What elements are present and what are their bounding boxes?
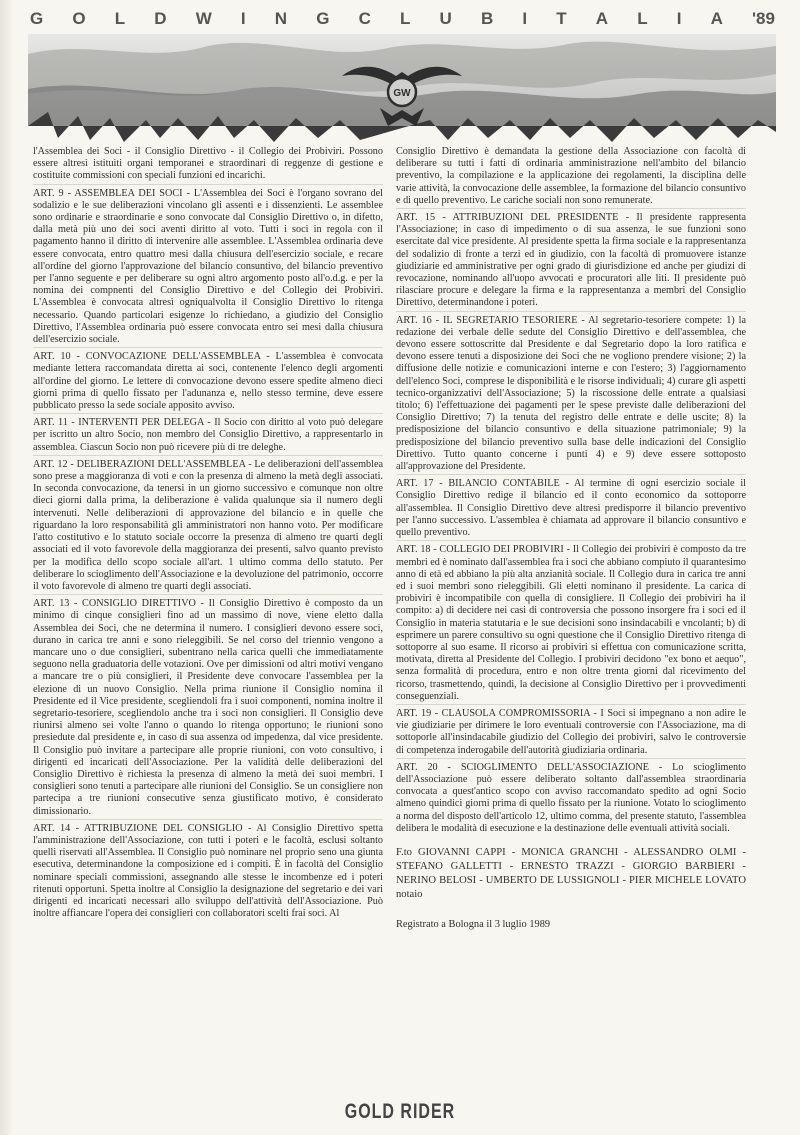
header-letter: C [358, 9, 371, 28]
article-11: ART. 11 - INTERVENTI PER DELEGA - Il Socio con diritto al voto può delegare per iscritto un altro Socio, non membro del Consiglio Direttivo, a rappresentarlo in assemblea. Ciascun Socio non può ricevere più di tre deleghe. [33, 417, 383, 456]
header-year: '89 [752, 9, 775, 28]
article-12: ART. 12 - DELIBERAZIONI DELL'ASSEMBLEA - Le deliberazioni dell'assemblea sono prese a maggioranza di voti e con la presenza di almeno la metà degli associati. In seconda convocazione, da tenersi in un giorno successivo e comunque non oltre dieci giorni dalla prima, la deliberazione è valida qualunque sia il numero degli intervenuti. Nelle deliberazioni di approvazione del bilancio e in quelle che riguardano la loro responsabilità gli amministratori non hanno voto. Per modificare l'atto costitutivo e lo statuto sociale occorre la presenza di almeno tre quarti degli associati ed il voto favorevole della maggioranza dei presenti, salvo quanto previsto per la modifica dello scopo sociale all'art. 1 ultimo comma dello statuto. Per deliberare lo scioglimento dell'Associazione e la devoluzione del patrimonio, occorre il voto favorevole di almeno tre quarti degli associati. [33, 459, 383, 595]
header-letter: A [710, 9, 723, 28]
header-letter: A [595, 9, 609, 28]
left-column [33, 146, 383, 924]
article-16: ART. 16 - IL SEGRETARIO TESORIERE - Al segretario-tesoriere compete: 1) la redazione dei verbale delle sedute del Consiglio Direttivo e dell'assemblea, che devono essere sottoscritte dal Presidente e dal Segretario dopo la loro ratifica e devono essere tenuti a disposizione dei Soci che ne vogliono prendere visione; 2) la diffusione delle notizie e comunicazioni interne e con l'estero; 3) l'aggiornamento dell'elenco Soci, comprese le disponibilità e le risorse individuali; 4) curare gli aspetti tecnico-organizzativi dell'Associazione; 5) la riscossione delle entrate a qualsiasi titolo; 6) l'effettuazione dei pagamenti per le spese previste dalle deliberazioni del Consiglio Direttivo; 7) la tenuta del registro delle entrate e delle uscite; 8) la predisposizione del bilancio consuntivo e della situazione patrimoniale; 9) la predisposizione del bilancio preventivo sulla base delle indicazioni del Consiglio Direttivo. Tutto quanto concerne i punti 4) e 9) deve essere sottoposto all'approvazione del Presidente. [396, 315, 746, 476]
header-letter: U [439, 9, 452, 28]
article-17: ART. 17 - BILANCIO CONTABILE - Al termine di ogni esercizio sociale il Consiglio Direttivo redige il bilancio ed il conto economico da sottoporre all'assemblea. Il Consiglio Direttivo deve altresì predisporre il bilancio preventivo per l'anno successivo. L'assemblea è chiamata ad approvare il bilancio consuntivo e quello preventivo. [396, 478, 746, 541]
article-19: ART. 19 - CLAUSOLA COMPROMISSORIA - I Soci si impegnano a non adire le vie giudiziarie per dirimere le loro eventuali controversie con l'Associazione, ma di sottoporle all'insindacabile giudizio del Collegio dei probiviri, salvo le controversie di competenza inderogabile dell'autorità giudiziaria ordinaria. [396, 708, 746, 759]
article-10: ART. 10 - CONVOCAZIONE DELL'ASSEMBLEA - L'assemblea è convocata mediante lettera raccomandata diretta ai soci, contenente l'elenco degli argomenti all'ordine del giorno. Le lettere di convocazione devono essere spedite almeno dieci giorni prima di quello fissato per l'adunanza e, nello stesso termine, deve essere pubblicato presso la sede sociale apposito avviso. [33, 351, 383, 414]
header-letter: W [195, 9, 212, 28]
paragraph-intro: l'Assemblea dei Soci - il Consiglio Direttivo - il Collegio dei Probiviri. Possono essere altresì istituiti organi temporanei e straordinari di reggenze di gestione e costituite commissioni con speciali funzioni ed incarichi. [33, 146, 383, 185]
header-letter: L [637, 9, 648, 28]
page-header [30, 8, 775, 30]
header-letter: O [72, 9, 86, 28]
article-14: ART. 14 - ATTRIBUZIONE DEL CONSIGLIO - Al Consiglio Direttivo spetta l'amministrazione dell'Associazione, con tutti i poteri e le facoltà, esclusi soltanto quelli riservati all'Assemblea. Il Consiglio può nominare nel proprio seno una giunta esecutiva, determinandone la composizione ed i compiti. È in facoltà del Consiglio nominare speciali commissioni, assegnando alle stesse le incombenze ed i poteri ritenuti opportuni. Spetta inoltre al Consiglio la designazione del segretario e dei vari dirigenti ed incaricati necessari allo sviluppo dell'attività dell'Associazione. Può inoltre affiancare l'opera dei consiglieri con collaboratori scelti frai soci. Al [33, 822, 383, 920]
header-letter: I [676, 9, 682, 28]
article-18: ART. 18 - COLLEGIO DEI PROBIVIRI - Il Collegio dei probiviri è composto da tre membri ed è nominato dall'assemblea fra i soci che abbiano compiuto il quarantesimo anno di età ed abbiano la più alta anzianità sociale. Il Collegio dura in carica tre anni ed i suoi membri sono rieleggibili. Gli eletti nominano il presidente. La carica di probiviri è incompatibile con quella di consigliere. Il Collegio dei probiviri ha il compito: a) di decidere nei casi di controversia che possono insorgere fra i soci ed il Consiglio in materia statutaria e le sue decisioni sono insindacabili e vncolanti; b) di esprimere un parere consultivo su ogni questione che il Consiglio Direttivo ritenga di sottoporre al suo esame. Il ricorso ai probiviri si effettua con comunicazione scritta, motivata, diretta al Presidente del Collegio. I probiviri decidono "ex bono et aequo", senza formalità di procedura, entro e non oltre trenta giorni dal ricevimento del ricorso, trasmettendo, quindi, la decisione al Consiglio Direttivo per i provvedimenti conseguenziali. [396, 544, 746, 705]
header-letter: B [480, 9, 494, 28]
article-13: ART. 13 - CONSIGLIO DIRETTIVO - Il Consiglio Direttivo è composto da un minimo di cinque consiglieri fino ad un massimo di nove, viene eletto dalla Assemblea dei Soci, che ne determina il numero. I consiglieri devono essere soci, durano in carica tre anni e sono rieleggibili. Se nel corso del triennio vengono a mancare uno o due consiglieri, subentrano nella carica quelli che immediatamente seguono nella graduatoria delle votazioni. Ove per dimissioni od altri motivi vengano a mancare tre o più consiglieri, il Presidente deve convocare l'assemblea per la elezione di un nuovo Consiglio. Nella prima riunione il Consiglio nomina il Presidente ed il Vice presidente, scegliendoli fra i suoi componenti, nomina inoltre il segretario-tesoriere, scegliendolo anche tra i soci non consiglieri. Il Consiglio deve riunirsi almeno sei volte l'anno o quando lo ritenga opportuno; le riunioni sono presiedute dal presidente e, in caso di sua assenza od impedenza, dal vice presidente. Il Consiglio può invitare a partecipare alle proprie riunioni, con voto consultivo, i dirigenti ed incaricati dell'Associazione. Per la validità delle deliberazioni del Consiglio Direttivo è richiesta la presenza di almeno la metà dei suoi membri. I consiglieri sono tenuti a partecipare alle riunioni del Consiglio. Se un consigliere non partecipa a tre riunioni consecutive senza giustificato motivo, è considerato dimissionario. [33, 598, 383, 820]
article-9: ART. 9 - ASSEMBLEA DEI SOCI - L'Assemblea dei Soci è l'organo sovrano del sodalizio e le sue deliberazioni vincolano gli assenti e i dissenzienti. Le assemblee sono ordinarie e straordinarie e sono convocate dal Consiglio Direttivo o, in difetto, dalla metà più uno dei soci aventi diritto al voto. Tutti i soci in regola con il pagamento hanno il diritto di intervenire alle assemblee. L'Assemblea ordinaria deve essere convocata, entro quattro mesi dalla chiusura dell'esercizio sociale, e recare all'ordine del giorno l'approvazione del bilancio consuntivo, del bilancio preventivo per l'anno seguente e per deliberare su ogni altro argomento posto all'o.d.g. e per la nomina dei compnenti del Consiglio Direttivo e del Collegio dei Probiviri. L'Assemblea è convocata altresì ogniqualvolta il Consiglio Direttivo lo ritenga necessario. Quando particolari esigenze lo richiedano, a giudizio del Consiglio Direttivo, l'Assemblea ordinaria può essere convocata entro sei mesi dalla chiusura dell'esercizio sociale. [33, 188, 383, 349]
header-letter: T [556, 9, 567, 28]
header-banner-artwork [28, 34, 776, 144]
article-15: ART. 15 - ATTRIBUZIONI DEL PRESIDENTE - Il presidente rappresenta l'Associazione; in caso di impedimento o di sua assenza, le sue funzioni sono esercitate dal vice presidente. Al presidente spetta la firma sociale e la rappresentanza del sodalizio di fronte a terzi ed in giudizio, con la facoltà di promuovere istanze giudiziarie ed amministrative per ogni grado di giurisdizione ed anche per giudizi di revocazione, nominando all'uopo avvocati e procuratori alle liti. Il presidente può rilasciare procure e delegare la firma e la rappresentanza a membri del Consiglio Direttivo, determinandone i poteri. [396, 212, 746, 312]
header-letter: L [114, 9, 126, 28]
header-letter: D [154, 9, 167, 28]
header-letter: I [522, 9, 528, 28]
header-letter: N [274, 9, 288, 28]
header-letter: G [316, 9, 330, 28]
article-20: ART. 20 - SCIOGLIMENTO DELL'ASSOCIAZIONE - Lo scioglimento dell'Associazione può essere deliberato soltanto dall'assemblea straordinaria convocata a quest'antico scopo con avviso raccomandato spedito ad ogni Socio almeno quindici giorni prima di quello fissato per la riunione. Votato lo scioglimento a norma del disposto dell'articolo 12, ultimo comma, del presente statuto, l'assemblea delibera le modalità di esecuzione e la destinazione delle eventuali attività sociali. [396, 761, 746, 834]
registration-note: Registrato a Bologna il 3 luglio 1989 [396, 918, 551, 930]
page-edge-shadow [0, 0, 14, 1135]
header-letter: L [399, 9, 411, 28]
right-column [396, 146, 746, 932]
header-letter: I [240, 9, 246, 28]
header-letter: G [30, 9, 44, 28]
svg-text:GW: GW [393, 88, 411, 99]
page-footer-magazine-name: GOLD RIDER [344, 1101, 456, 1124]
signatories: F.to GIOVANNI CAPPI - MONICA GRANCHI - ALESSANDRO OLMI - STEFANO GALLETTI - ERNESTO TRAZZI - GIORGIO BARBIERI - NERINO BELOSI - UMBERTO DE LUSSIGNOLI - PIER MICHELE LOVATO notaio [396, 846, 746, 900]
article-14-continued: Consiglio Direttivo è demandata la gestione della Associazione con facoltà di deliberare su tutti i fatti di ordinaria amministrazione nell'ambito del bilancio preventivo, la compilazione e la applicazione dei regolamenti, la disciplina delle varie attività, la convocazione delle assemblee, la formazione del bilancio consuntivo e di quello preventivo. Le cariche sociali non sono remunerate. [396, 146, 746, 209]
